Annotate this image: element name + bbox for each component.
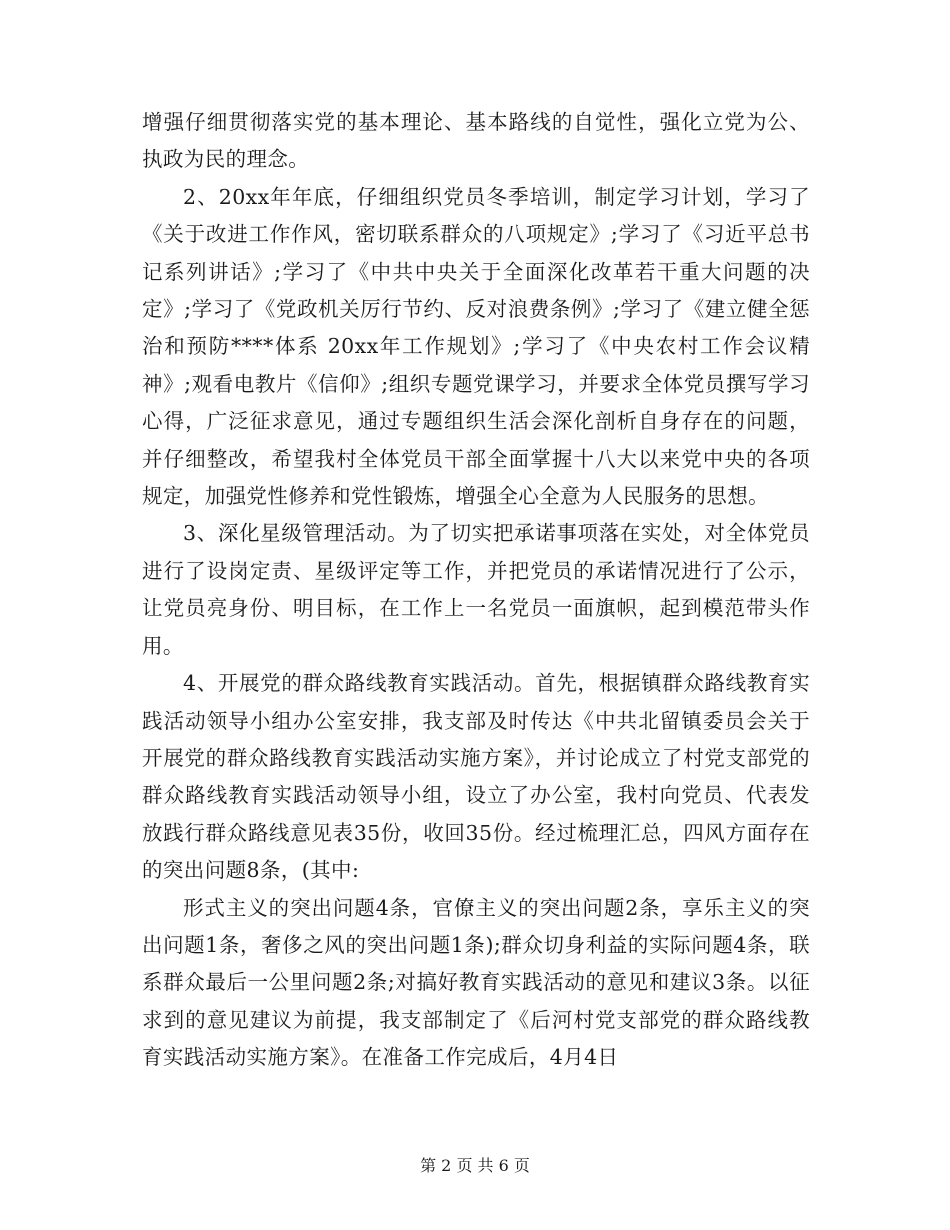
- document-body: [142, 104, 810, 1077]
- paragraph-4: 4、开展党的群众路线教育实践活动。首先，根据镇群众路线教育实践活动领导小组办公室安排，我支部及时传达《中共北留镇委员会关于开展党的群众路线教育实践活动实施方案》，并讨论成立了村党支部党的群众路线教育实践活动领导小组，设立了办公室，我村向党员、代表发放践行群众路线意见表35份，收回35份。经过梳理汇总，四风方面存在的突出问题8条，(其中:: [142, 671, 810, 883]
- paragraph-1: 增强仔细贯彻落实党的基本理论、基本路线的自觉性，强化立党为公、执政为民的理念。: [142, 110, 810, 172]
- page-number-footer: 第 2 页 共 6 页: [420, 1156, 530, 1175]
- paragraph-3: 3、深化星级管理活动。为了切实把承诺事项落在实处，对全体党员进行了设岗定责、星级评定等工作，并把党员的承诺情况进行了公示，让党员亮身份、明目标，在工作上一名党员一面旗帜，起到模范带头作用。: [142, 521, 810, 658]
- paragraph-2: 2、20xx年年底，仔细组织党员冬季培训，制定学习计划，学习了《关于改进工作作风，密切联系群众的八项规定》;学习了《习近平总书记系列讲话》;学习了《中共中央关于全面深化改革若干重大问题的决定》;学习了《党政机关厉行节约、反对浪费条例》;学习了《建立健全惩治和预防****体系 20xx年工作规划》;学习了《中央农村工作会议精神》;观看电教片《信仰》;组织专题党课学习，并要求全体党员撰写学习心得，广泛征求意见，通过专题组织生活会深化剖析自身存在的问题，并仔细整改，希望我村全体党员干部全面掌握十八大以来党中央的各项规定，加强党性修养和党性锻炼，增强全心全意为人民服务的思想。: [142, 184, 810, 509]
- paragraph-5: 形式主义的突出问题4条，官僚主义的突出问题2条，享乐主义的突出问题1条，奢侈之风的突出问题1条);群众切身利益的实际问题4条，联系群众最后一公里问题2条;对搞好教育实践活动的意见和建议3条。以征求到的意见建议为前提，我支部制定了《后河村党支部党的群众路线教育实践活动实施方案》。在准备工作完成后，4月4日: [142, 895, 810, 1070]
